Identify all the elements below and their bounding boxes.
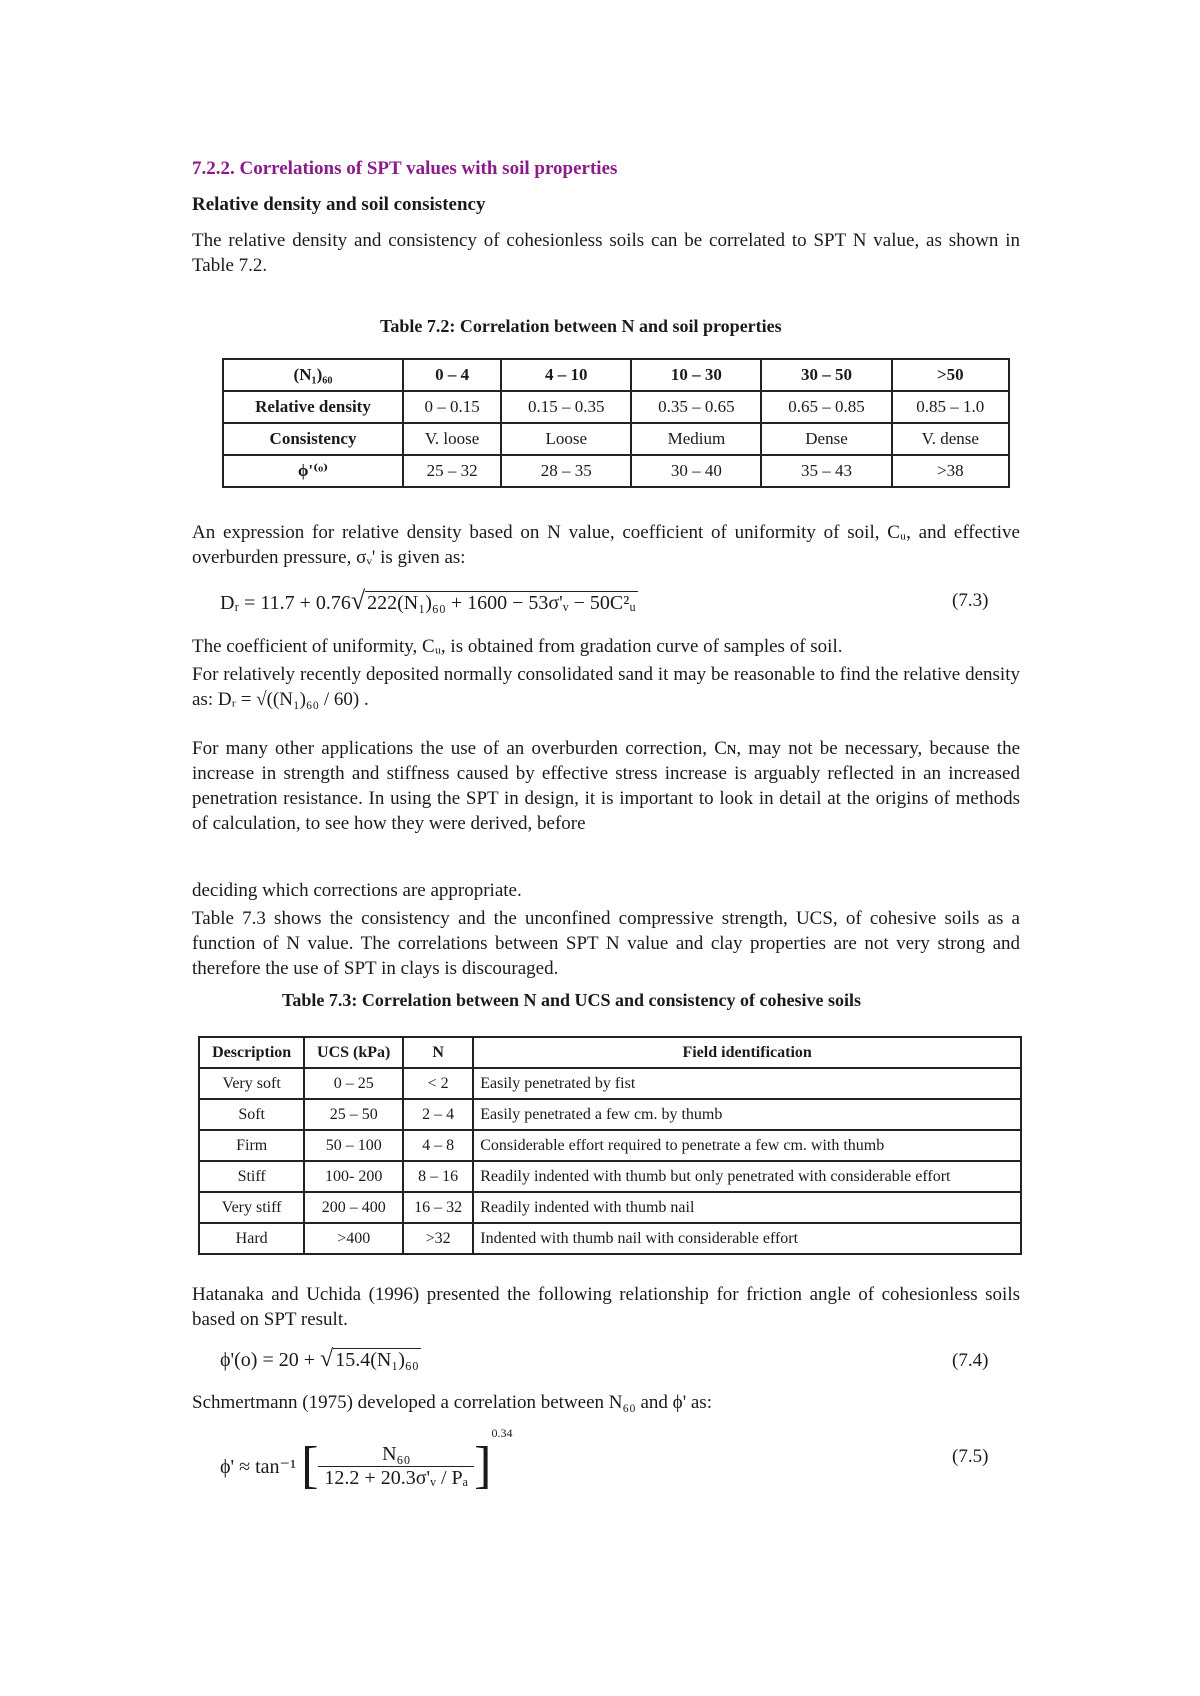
table-cell: 28 – 35 — [501, 455, 631, 487]
table-row — [199, 1099, 1021, 1130]
table-row — [223, 391, 1009, 423]
table-row — [199, 1223, 1021, 1254]
fraction-numerator: N₆₀ — [318, 1443, 474, 1467]
table-cell: 50 – 100 — [304, 1130, 403, 1161]
equation-radicand: 15.4(N₁)₆₀ — [335, 1349, 419, 1371]
fraction — [318, 1443, 474, 1490]
equation-lhs: Dᵣ = 11.7 + 0.76 — [220, 592, 351, 614]
table-row — [199, 1161, 1021, 1192]
header-cell: 0 – 4 — [403, 359, 501, 391]
table-7-3-caption: Table 7.3: Correlation between N and UCS and consistency of cohesive soils — [282, 990, 862, 1010]
table-cell: >38 — [892, 455, 1009, 487]
paragraph: Hatanaka and Uchida (1996) presented the following relationship for friction angle of cohesionless soils based on SPT result. — [192, 1284, 1020, 1330]
row-label: ϕ'⁽ᵒ⁾ — [223, 455, 403, 487]
table-cell: 0.85 – 1.0 — [892, 391, 1009, 423]
table-cell: Firm — [199, 1130, 304, 1161]
header-cell: 4 – 10 — [501, 359, 631, 391]
table-cell: 35 – 43 — [761, 455, 891, 487]
subheading: Relative density and soil consistency — [192, 194, 486, 215]
header-cell: N — [403, 1037, 473, 1068]
header-cell: Description — [199, 1037, 304, 1068]
header-cell: 10 – 30 — [631, 359, 761, 391]
table-header-row — [199, 1037, 1021, 1068]
row-label: Consistency — [223, 423, 403, 455]
bracket-left: [ — [301, 1437, 319, 1495]
table-cell: Readily indented with thumb nail — [473, 1192, 1021, 1223]
section-heading: 7.2.2. Correlations of SPT values with soil properties — [192, 158, 618, 179]
equation-7-3 — [220, 586, 638, 616]
table-cell: 8 – 16 — [403, 1161, 473, 1192]
table-row — [199, 1192, 1021, 1223]
table-cell: 25 – 50 — [304, 1099, 403, 1130]
bracket-right: ] — [474, 1437, 492, 1495]
table-cell: Very soft — [199, 1068, 304, 1099]
table-cell: Soft — [199, 1099, 304, 1130]
paragraph: The coefficient of uniformity, Cᵤ, is obtained from gradation curve of samples of soil. — [192, 636, 843, 657]
table-row — [199, 1068, 1021, 1099]
header-cell: UCS (kPa) — [304, 1037, 403, 1068]
table-cell: Hard — [199, 1223, 304, 1254]
header-label: (N₁)₆₀ — [223, 359, 403, 391]
table-cell: < 2 — [403, 1068, 473, 1099]
table-cell: Easily penetrated a few cm. by thumb — [473, 1099, 1021, 1130]
table-cell: Considerable effort required to penetrate a few cm. with thumb — [473, 1130, 1021, 1161]
paragraph: The relative density and consistency of cohesionless soils can be correlated to SPT N value, as shown in Table 7.2. — [192, 230, 1020, 276]
table-cell: Dense — [761, 423, 891, 455]
header-cell: 30 – 50 — [761, 359, 891, 391]
table-cell: 25 – 32 — [403, 455, 501, 487]
equation-number: (7.5) — [952, 1446, 989, 1467]
table-cell: 100- 200 — [304, 1161, 403, 1192]
table-cell: 0.35 – 0.65 — [631, 391, 761, 423]
table-7-3 — [198, 1036, 1022, 1255]
row-label: Relative density — [223, 391, 403, 423]
equation-number: (7.3) — [952, 590, 989, 611]
header-cell: Field identification — [473, 1037, 1021, 1068]
table-cell: >32 — [403, 1223, 473, 1254]
table-cell: Loose — [501, 423, 631, 455]
equation-lhs: ϕ'(o) = 20 + — [220, 1349, 321, 1371]
table-row — [223, 423, 1009, 455]
fraction-denominator: 12.2 + 20.3σ'ᵥ / Pₐ — [324, 1466, 469, 1489]
paragraph: deciding which corrections are appropriate. — [192, 880, 522, 901]
paragraph: Schmertmann (1975) developed a correlation between N₆₀ and ϕ' as: — [192, 1392, 712, 1413]
equation-number: (7.4) — [952, 1350, 989, 1371]
table-7-2-caption: Table 7.2: Correlation between N and soil properties — [380, 316, 782, 336]
table-cell: 0 – 25 — [304, 1068, 403, 1099]
equation-7-5 — [220, 1426, 513, 1495]
paragraph: For many other applications the use of an overburden correction, Cɴ, may not be necessary, because the increase in strength and stiffness caused by effective stress increase is arguably reflected in an increased penetration resistance. In using the SPT in design, it is important to look in detail at the origins of methods of calculation, to see how they were derived, before — [192, 738, 1020, 834]
table-cell: V. loose — [403, 423, 501, 455]
table-cell: 200 – 400 — [304, 1192, 403, 1223]
radical-sign: √ — [350, 586, 366, 615]
table-cell: Readily indented with thumb but only penetrated with considerable effort — [473, 1161, 1021, 1192]
table-row — [223, 455, 1009, 487]
table-cell: V. dense — [892, 423, 1009, 455]
table-header-row — [223, 359, 1009, 391]
table-cell: 30 – 40 — [631, 455, 761, 487]
table-cell: Indented with thumb nail with considerable effort — [473, 1223, 1021, 1254]
equation-7-4 — [220, 1346, 421, 1373]
table-cell: 4 – 8 — [403, 1130, 473, 1161]
table-7-2 — [222, 358, 1010, 488]
table-cell: >400 — [304, 1223, 403, 1254]
paragraph: For relatively recently deposited normally consolidated sand it may be reasonable to find the relative density as: Dᵣ = √((N₁)₆₀ / 60) . — [192, 664, 1020, 710]
table-cell: 0.65 – 0.85 — [761, 391, 891, 423]
table-cell: Easily penetrated by fist — [473, 1068, 1021, 1099]
header-cell: >50 — [892, 359, 1009, 391]
table-cell: Very stiff — [199, 1192, 304, 1223]
table-cell: 0.15 – 0.35 — [501, 391, 631, 423]
table-cell: 16 – 32 — [403, 1192, 473, 1223]
equation-radicand: 222(N₁)₆₀ + 1600 − 53σ'ᵥ − 50C²ᵤ — [367, 592, 636, 614]
table-cell: 0 – 0.15 — [403, 391, 501, 423]
radical-sign: √ — [320, 1346, 334, 1372]
table-row — [199, 1130, 1021, 1161]
table-cell: Medium — [631, 423, 761, 455]
table-cell: 2 – 4 — [403, 1099, 473, 1130]
exponent: 0.34 — [491, 1426, 513, 1440]
equation-lhs: ϕ' ≈ tan⁻¹ — [220, 1455, 297, 1478]
table-cell: Stiff — [199, 1161, 304, 1192]
paragraph: An expression for relative density based on N value, coefficient of uniformity of soil, Cᵤ, and effective overburden pressure, σᵥ' is given as: — [192, 522, 1020, 568]
paragraph: Table 7.3 shows the consistency and the unconfined compressive strength, UCS, of cohesive soils as a function of N value. The correlations between SPT N value and clay properties are not very strong and therefore the use of SPT in clays is discouraged. — [192, 908, 1020, 979]
